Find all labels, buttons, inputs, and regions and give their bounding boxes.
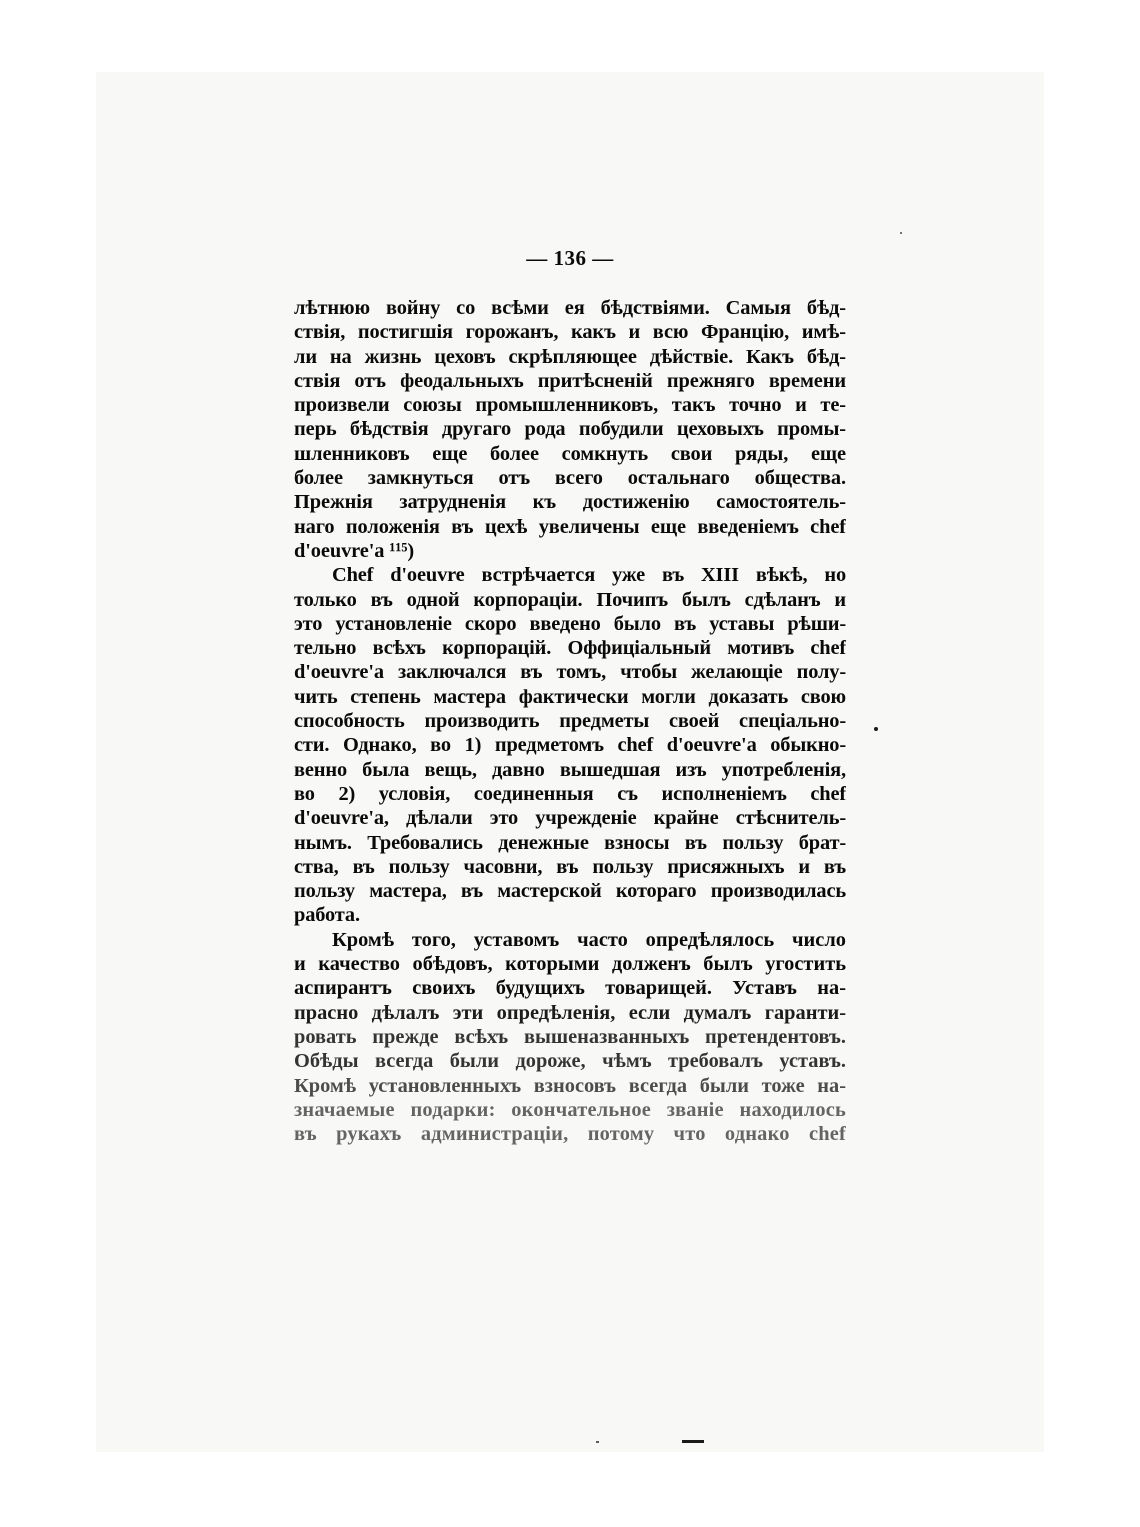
scan-speck: [900, 232, 902, 234]
text-line: прасно дѣлалъ эти опредѣленія, если думалъ гаранти-: [294, 1001, 846, 1024]
text-line: d'oeuvre'а заключался въ томъ, чтобы желающіе полу-: [294, 661, 846, 684]
text-line: это установленіе скоро введено было въ уставы рѣши-: [294, 612, 846, 635]
text-line: лѣтнюю войну со всѣми ея бѣдствіями. Самыя бѣд-: [294, 297, 846, 319]
text-line: Прежнія затрудненія къ достиженію самостоятель-: [294, 491, 846, 514]
text-line: произвели союзы промышленниковъ, такъ точно и те-: [294, 394, 846, 417]
text-line: d'oeuvre'а, дѣлали это учрежденіе крайне стѣснитель-: [294, 807, 846, 830]
text-line: нымъ. Требовались денежные взносы въ пользу брат-: [294, 831, 846, 854]
text-line: шленниковъ еще более сомкнуть свои ряды, еще: [294, 442, 846, 465]
text-line: чить степень мастера фактически могли доказать свою: [294, 685, 846, 708]
text-line: только въ одной корпораціи. Почипъ былъ сдѣланъ и: [294, 588, 846, 611]
scan-speck: [596, 1441, 599, 1443]
text-line: тельно всѣхъ корпорацій. Оффиціальный мотивъ chef: [294, 637, 846, 660]
paragraph-2: [294, 563, 846, 927]
text-line: ства, въ пользу часовни, въ пользу присяжныхъ и въ: [294, 855, 846, 878]
text-line: ствія, постигшія горожанъ, какъ и всю Францію, имѣ-: [294, 321, 846, 344]
text-line: венно была вещь, давно вышедшая изъ употребленія,: [294, 758, 846, 781]
text-line: ровать прежде всѣхъ вышеназванныхъ претендентовъ.: [294, 1025, 846, 1048]
scan-speck: [874, 727, 878, 731]
text-line: въ рукахъ администраціи, потому что однако chef: [294, 1123, 846, 1146]
text-line: работа.: [294, 904, 360, 927]
text-line: Chef d'oeuvre встрѣчается уже въ XIII вѣкѣ, но: [332, 564, 846, 587]
text-line: d'oeuvre'а ¹¹⁵): [294, 539, 415, 562]
page-number: — 136 —: [526, 246, 614, 270]
text-line: перь бѣдствія другаго рода побудили цеховыхъ промы-: [294, 418, 846, 441]
text-line: ствія отъ феодальныхъ притѣсненій прежняго времени: [294, 369, 846, 392]
body-text: [294, 296, 846, 1146]
text-line: наго положенія въ цехѣ увеличены еще введеніемъ chef: [294, 515, 846, 538]
text-line: во 2) условія, соединенныя съ исполненіемъ chef: [294, 782, 846, 805]
text-line: пользу мастера, въ мастерской котораго производилась: [294, 880, 846, 903]
text-line: Кромѣ установленныхъ взносовъ всегда были тоже на-: [294, 1074, 846, 1097]
text-line: более замкнуться отъ всего остальнаго общества.: [294, 467, 846, 490]
paragraph-1: [294, 296, 846, 563]
text-line: аспирантъ своихъ будущихъ товарищей. Уставъ на-: [294, 977, 846, 1000]
text-line: Кромѣ того, уставомъ часто опредѣлялось число: [332, 928, 846, 951]
paragraph-3: [294, 928, 846, 1147]
scan-speck: [682, 1440, 704, 1443]
text-line: Обѣды всегда были дороже, чѣмъ требовалъ уставъ.: [294, 1050, 846, 1073]
text-line: способность производить предметы своей спеціально-: [294, 710, 846, 733]
text-line: сти. Однако, во 1) предметомъ chef d'oeuvre'а обыкно-: [294, 734, 846, 757]
text-line: и качество обѣдовъ, которыми долженъ былъ угостить: [294, 953, 846, 976]
text-line: ли на жизнь цеховъ скрѣпляющее дѣйствіе. Какъ бѣд-: [294, 345, 846, 368]
text-line: значаемые подарки: окончательное званіе находилось: [294, 1098, 846, 1121]
